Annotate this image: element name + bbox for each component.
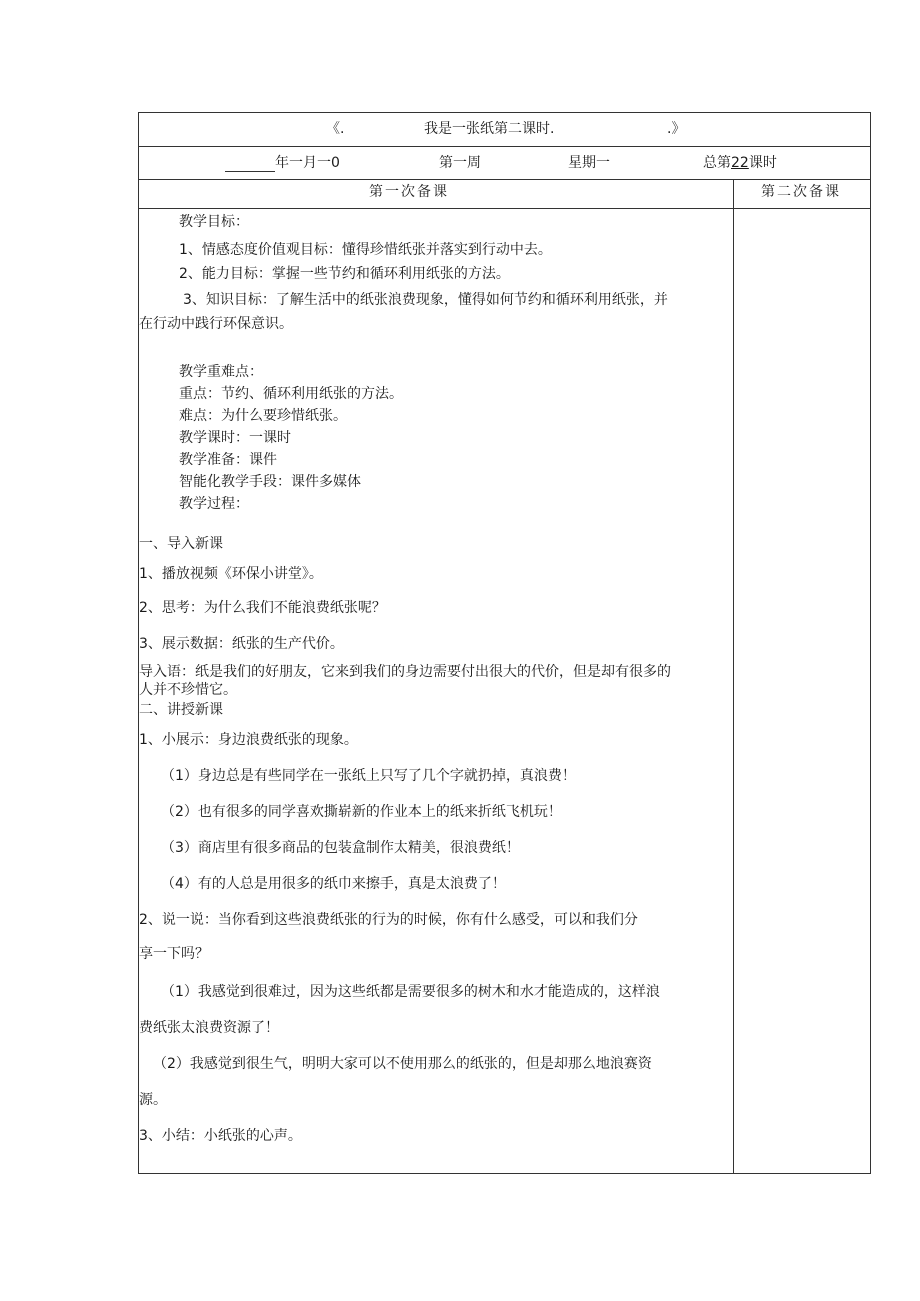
answer-1-line1: （1）我感觉到很难过，因为这些纸都是需要很多的树木和水才能造成的，这样浪 [161, 984, 660, 1000]
lesson-count-suffix: 课时 [748, 155, 777, 171]
section-1-item-1: 1、播放视频《环保小讲堂》。 [139, 566, 323, 582]
answer-2-line2: 源。 [139, 1092, 167, 1108]
date-row [139, 146, 870, 179]
answer-2-line1: （2）我感觉到很生气，明明大家可以不使用那么的纸张的，但是却那么地浪赛资 [153, 1056, 652, 1072]
intro-line-2: 人并不珍惜它。 [139, 682, 237, 698]
row-divider [139, 208, 870, 209]
row-divider [139, 179, 870, 180]
lesson-count-prefix: 总第 [703, 155, 731, 171]
answer-1-line2: 费纸张太浪费资源了！ [139, 1020, 279, 1036]
goal-3-line1: 3、知识目标：了解生活中的纸张浪费现象，懂得如何节约和循环利用纸张，并 [183, 292, 668, 308]
difficult-point: 难点：为什么要珍惜纸张。 [179, 408, 347, 424]
smart-means: 智能化教学手段：课件多媒体 [179, 474, 361, 490]
lesson-count-number: 22 [731, 155, 749, 171]
lesson-title: 我是一张纸第二课时. [424, 121, 555, 137]
section-2-sub-2: （2）也有很多的同学喜欢撕崭新的作业本上的纸来折纸飞机玩！ [161, 804, 562, 820]
lesson-count [703, 154, 777, 172]
section-1-heading: 一、导入新课 [139, 536, 223, 552]
section-2-item-2-line2: 享一下吗？ [139, 946, 209, 962]
section-2-sub-1: （1）身边总是有些同学在一张纸上只写了几个字就扔掉，真浪费！ [161, 768, 576, 784]
week-label: 第一周 [439, 155, 481, 171]
section-2-item-2-line1: 2、说一说：当你看到这些浪费纸张的行为的时候，你有什么感受，可以和我们分 [139, 912, 638, 928]
first-prep-header: 第一次备课 [369, 184, 449, 200]
section-2-sub-4: （4）有的人总是用很多的纸巾来擦手，真是太浪费了！ [161, 876, 506, 892]
goal-3-line2: 在行动中践行环保意识。 [139, 316, 293, 332]
lesson-plan-table [138, 112, 871, 1174]
section-1-item-2: 2、思考：为什么我们不能浪费纸张呢？ [139, 600, 386, 616]
second-prep-header: 第二次备课 [761, 184, 841, 200]
column-divider [733, 179, 734, 1173]
goal-2: 2、能力目标：掌握一些节约和循环利用纸张的方法。 [179, 266, 510, 282]
section-2-sub-3: （3）商店里有很多商品的包装盒制作太精美，很浪费纸！ [161, 840, 520, 856]
class-hours: 教学课时：一课时 [179, 430, 291, 446]
key-point: 重点：节约、循环利用纸张的方法。 [179, 386, 403, 402]
key-title: 教学重难点： [179, 364, 263, 380]
title-close-mark: .》 [667, 121, 686, 137]
section-2-item-1: 1、小展示：身边浪费纸张的现象。 [139, 732, 358, 748]
weekday-label: 星期一 [568, 155, 610, 171]
goal-1: 1、情感态度价值观目标：懂得珍惜纸张并落实到行动中去。 [179, 242, 552, 258]
goals-title: 教学目标： [179, 214, 249, 230]
date-field [225, 154, 340, 172]
preparation: 教学准备：课件 [179, 452, 277, 468]
year-blank [225, 157, 275, 172]
process-title: 教学过程： [179, 496, 249, 512]
date-text: 年一月一0 [275, 155, 340, 171]
section-2-item-3: 3、小结：小纸张的心声。 [139, 1128, 302, 1144]
section-2-heading: 二、讲授新课 [139, 702, 223, 718]
intro-line-1: 导入语：纸是我们的好朋友，它来到我们的身边需要付出很大的代价，但是却有很多的 [139, 664, 671, 680]
title-row [139, 113, 870, 146]
section-1-item-3: 3、展示数据：纸张的生产代价。 [139, 636, 344, 652]
title-open-mark: 《. [326, 121, 345, 137]
